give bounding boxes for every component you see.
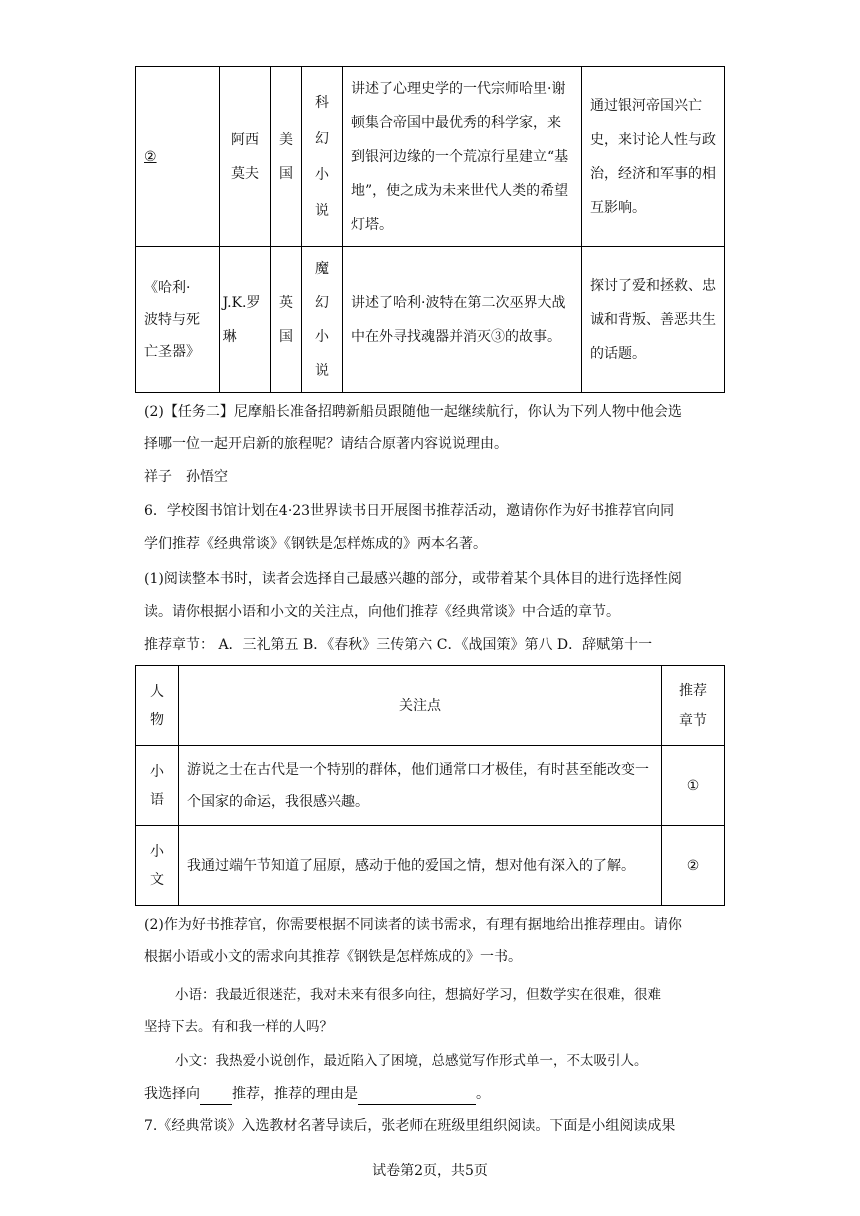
q6-1-line1: (1)阅读整本书时，读者会选择自己最感兴趣的部分，或带着某个具体目的进行选择性阅 — [144, 571, 682, 587]
q5-2-options: 祥子 孙悟空 — [144, 469, 228, 485]
chapter-cell: ① — [662, 746, 725, 826]
author-cell: 阿西莫夫 — [220, 67, 271, 247]
xiaoyu-line1: 小语：我最近很迷茫，我对未来有很多向往，想搞好学习，但数学实在很难，很难 — [175, 987, 661, 1003]
q7-line1: 7.《经典常谈》入选教材名著导读后，张老师在班级里组织阅读。下面是小组阅读成果 — [144, 1118, 676, 1134]
person-cell: 小语 — [136, 746, 179, 826]
country-cell: 英国 — [271, 247, 302, 393]
table-header-row — [136, 666, 725, 746]
table-row — [136, 746, 725, 826]
focus-cell: 游说之士在古代是一个特别的群体，他们通常口才极佳，有时甚至能改变一个国家的命运，我很感兴趣。 — [179, 746, 662, 826]
xiaoyu-line2: 坚持下去。有和我一样的人吗？ — [144, 1019, 333, 1035]
country-cell: 美国 — [271, 67, 302, 247]
genre-cell: 魔幻小说 — [302, 247, 343, 393]
person-cell: 小文 — [136, 826, 179, 906]
answer-blank-person[interactable] — [200, 1086, 232, 1105]
table-row — [136, 247, 725, 393]
q6-2-line1: (2)作为好书推荐官，你需要根据不同读者的读书需求，有理有据地给出推荐理由。请你 — [144, 917, 682, 933]
answer-blank-reason[interactable] — [358, 1086, 476, 1105]
q5-2-line2: 择哪一位一起开启新的旅程呢？请结合原著内容说说理由。 — [144, 436, 508, 452]
header-focus: 关注点 — [179, 666, 662, 746]
q6-line1: 6．学校图书馆计划在4·23世界读书日开展图书推荐活动，邀请你作为好书推荐官向同 — [144, 503, 675, 519]
header-person: 人物 — [136, 666, 179, 746]
author-cell: J.K.罗琳 — [220, 247, 271, 393]
book-table — [135, 66, 725, 393]
recommended-chapters: 推荐章节： A．三礼第五 B．《春秋》三传第六 C．《战国策》第八 D．辞赋第十一 — [144, 637, 653, 653]
recommend-table — [135, 665, 725, 906]
q6-2-line2: 根据小语或小文的需求向其推荐《钢铁是怎样炼成的》一书。 — [144, 949, 522, 965]
table-row — [136, 67, 725, 247]
header-chapter: 推荐章节 — [662, 666, 725, 746]
q6-line2: 学们推荐《经典常谈》《钢铁是怎样炼成的》两本名著。 — [144, 536, 487, 552]
focus-cell: 我通过端午节知道了屈原，感动于他的爱国之情，想对他有深入的了解。 — [179, 826, 662, 906]
table-row — [136, 826, 725, 906]
content-cell: 讲述了心理史学的一代宗师哈里·谢顿集合帝国中最优秀的科学家，来到银河边缘的一个荒凉行星建立“基地”，使之成为未来世代人类的希望灯塔。 — [343, 67, 582, 247]
theme-cell: 通过银河帝国兴亡史，来讨论人性与政治，经济和军事的相互影响。 — [582, 67, 725, 247]
q6-1-line2: 读。请你根据小语和小文的关注点，向他们推荐《经典常谈》中合适的章节。 — [144, 604, 620, 620]
xiaowen-line: 小文：我热爱小说创作，最近陷入了困境，总感觉写作形式单一，不太吸引人。 — [175, 1053, 648, 1069]
book-title-cell: ② — [136, 67, 220, 247]
content-cell: 讲述了哈利·波特在第二次巫界大战中在外寻找魂器并消灭③的故事。 — [343, 247, 582, 393]
page-footer: 试卷第2页，共5页 — [372, 1163, 488, 1179]
answer-line: 我选择向 推荐，推荐的理由是 。 — [144, 1083, 724, 1105]
chapter-cell: ② — [662, 826, 725, 906]
book-title-cell: 《哈利·波特与死亡圣器》 — [136, 247, 220, 393]
q5-2-line1: (2)【任务二】尼摩船长准备招聘新船员跟随他一起继续航行，你认为下列人物中他会选 — [144, 404, 682, 420]
genre-cell: 科幻小说 — [302, 67, 343, 247]
theme-cell: 探讨了爱和拯救、忠诚和背叛、善恶共生的话题。 — [582, 247, 725, 393]
